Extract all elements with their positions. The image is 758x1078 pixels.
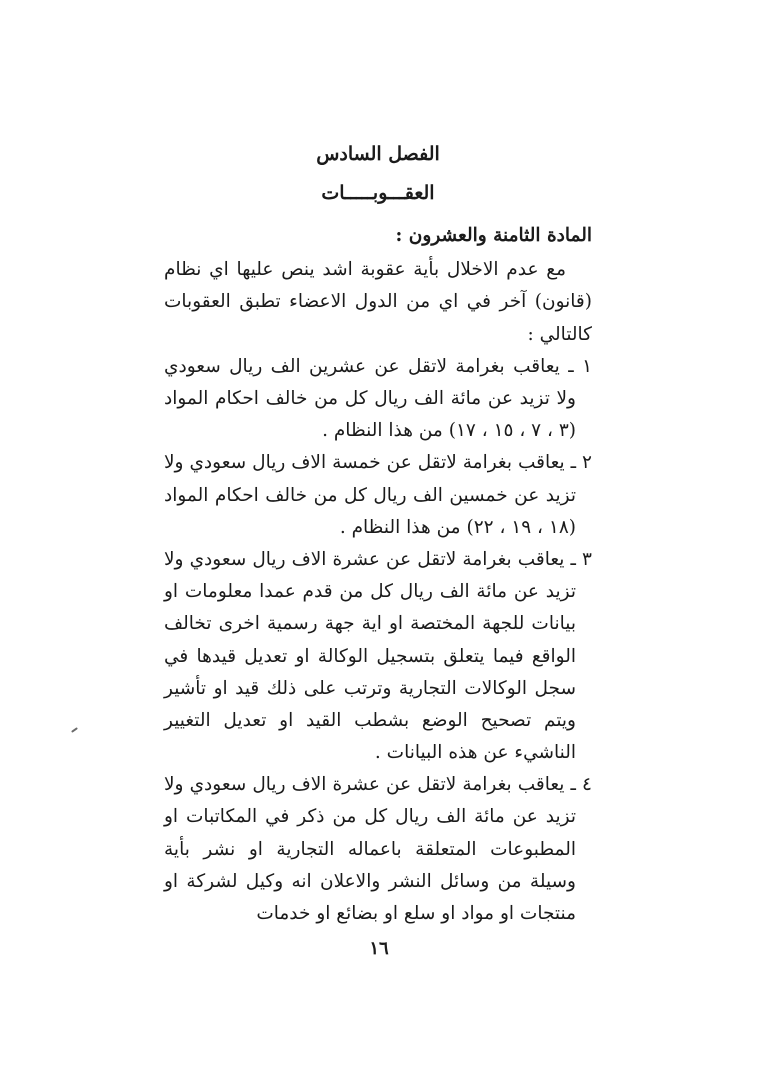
penalty-item-number: ٣ ـ — [570, 548, 592, 570]
scan-artifact-mark — [71, 727, 78, 733]
penalty-item-text: يعاقب بغرامة لاتقل عن خمسة الاف ريال سعودي ولا تزيد عن خمسين الف ريال كل من خالف احكام المواد (١٨ ، ١٩ ، ٢٢) من هذا النظام . — [164, 452, 576, 538]
page-number: ١٦ — [369, 938, 389, 959]
penalty-item-number: ١ ـ — [568, 355, 593, 377]
penalty-item-text: يعاقب بغرامة لاتقل عن عشرة الاف ريال سعودي ولا تزيد عن مائة الف ريال كل من ذكر في المكاتبات او المطبوعات المتعلقة باعماله التجارية او نشر بأية وسيلة من وسائل النشر والاعلان انه وكيل لشركة او منتجات او مواد او سلع او بضائع او خدمات — [164, 774, 576, 925]
penalty-item-3 — [164, 544, 592, 769]
penalty-item-1 — [164, 351, 592, 448]
article-heading: المادة الثامنة والعشرون : — [395, 225, 592, 247]
penalty-item-text: يعاقب بغرامة لاتقل عن عشرة الاف ريال سعودي ولا تزيد عن مائة الف ريال كل من قدم عمدا معلومات او بيانات للجهة المختصة او اية جهة رسمية اخرى تخالف الواقع فيما يتعلق بتسجيل الوكالة او تعديل قيدها في سجل الوكالات التجارية وترتب على ذلك قيد او تأشير ويتم تصحيح الوضع بشطب القيد او تعديل التغيير الناشيء عن هذه البيانات . — [164, 548, 576, 764]
page-text-column — [164, 138, 592, 930]
penalty-item-number: ٢ ـ — [570, 452, 592, 474]
section-title: العقـــوبـــــات — [321, 182, 435, 205]
intro-paragraph: مع عدم الاخلال بأية عقوبة اشد ينص عليها اي نظام (قانون) آخر في اي من الدول الاعضاء تطبق العقوبات كالتالي : — [164, 259, 592, 345]
chapter-title: الفصل السادس — [316, 143, 440, 165]
penalty-item-text: يعاقب بغرامة لاتقل عن عشرين الف ريال سعودي ولا تزيد عن مائة الف ريال كل من خالف احكام المواد (٣ ، ٧ ، ١٥ ، ١٧) من هذا النظام . — [164, 355, 576, 442]
penalty-item-number: ٤ ـ — [570, 774, 592, 796]
penalty-item-4 — [164, 769, 592, 930]
penalty-item-2 — [164, 447, 592, 544]
